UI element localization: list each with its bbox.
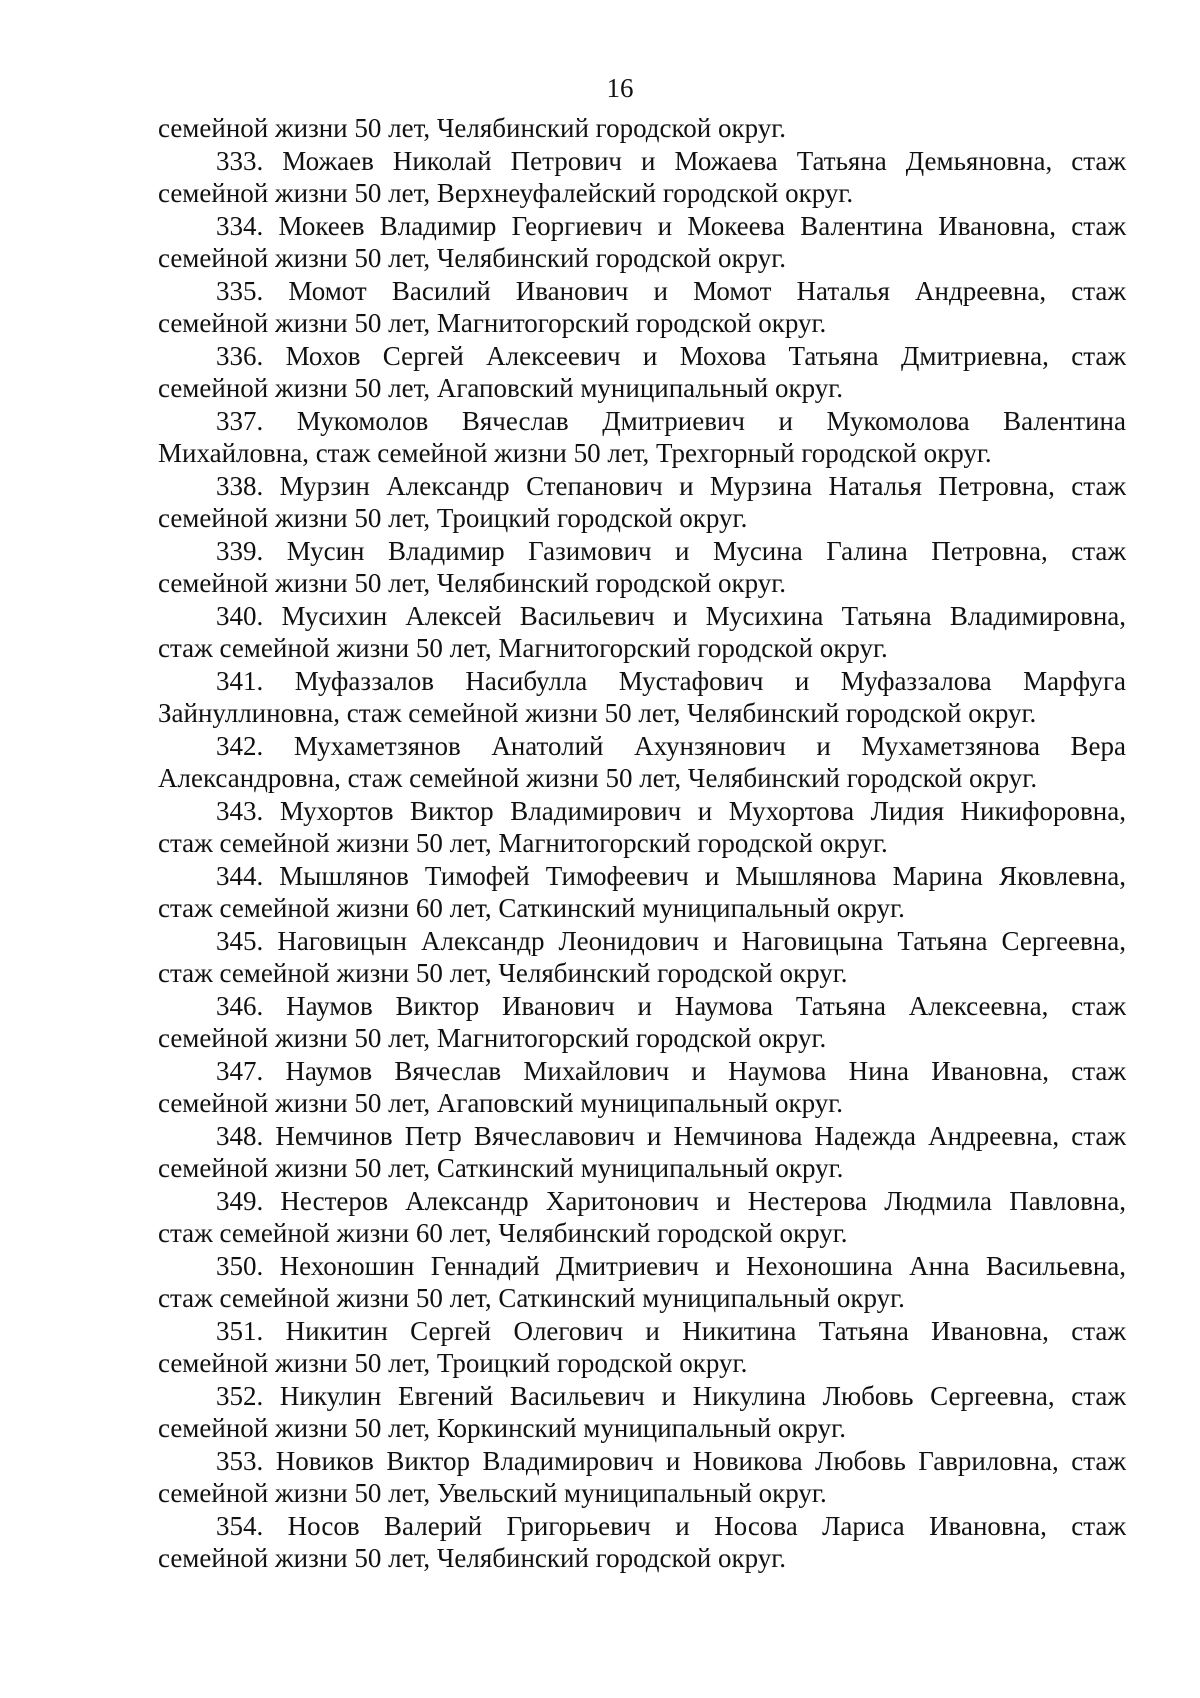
list-item-continuation-line: семейной жизни 50 лет, Челябинский городской округ. xyxy=(158,1543,787,1573)
list-item-first-line: 349. Нестеров Александр Харитонович и Нестерова Людмила Павловна, xyxy=(216,1185,1126,1216)
list-item-first-line: 342. Мухаметзянов Анатолий Ахунзянович и Мухаметзянова Вера xyxy=(216,730,1126,761)
list-item-continuation-line: семейной жизни 50 лет, Агаповский муниципальный округ. xyxy=(158,373,844,403)
list-item-first-line: 346. Наумов Виктор Иванович и Наумова Татьяна Алексеевна, стаж xyxy=(216,990,1126,1021)
list-item-first-line: 335. Момот Василий Иванович и Момот Наталья Андреевна, стаж xyxy=(216,275,1126,306)
list-item-continuation-line: стаж семейной жизни 50 лет, Магнитогорский городской округ. xyxy=(158,633,888,663)
list-item-continuation-line: семейной жизни 50 лет, Увельский муниципальный округ. xyxy=(158,1478,827,1508)
page-number: 16 xyxy=(606,73,634,103)
list-item-continuation-line: Александровна, стаж семейной жизни 50 лет, Челябинский городской округ. xyxy=(158,763,1038,793)
list-item-continuation-line: семейной жизни 50 лет, Саткинский муниципальный округ. xyxy=(158,1153,844,1183)
list-item-first-line: 348. Немчинов Петр Вячеславович и Немчинова Надежда Андреевна, стаж xyxy=(216,1120,1126,1151)
list-item-continuation-line: семейной жизни 50 лет, Челябинский городской округ. xyxy=(158,568,787,598)
list-item-continuation-line: Михайловна, стаж семейной жизни 50 лет, Трехгорный городской округ. xyxy=(158,438,992,468)
list-item-continuation-line: стаж семейной жизни 60 лет, Челябинский городской округ. xyxy=(158,1218,848,1248)
list-item-first-line: 336. Мохов Сергей Алексеевич и Мохова Татьяна Дмитриевна, стаж xyxy=(216,340,1126,371)
list-item-continuation-line: семейной жизни 50 лет, Троицкий городской округ. xyxy=(158,503,748,533)
list-item-first-line: 340. Мусихин Алексей Васильевич и Мусихина Татьяна Владимировна, xyxy=(216,600,1126,631)
list-item-first-line: 334. Мокеев Владимир Георгиевич и Мокеева Валентина Ивановна, стаж xyxy=(216,210,1126,241)
list-item-continuation-line: семейной жизни 50 лет, Челябинский городской округ. xyxy=(158,113,787,143)
list-item-first-line: 351. Никитин Сергей Олегович и Никитина Татьяна Ивановна, стаж xyxy=(216,1315,1126,1346)
document-body xyxy=(158,112,1126,1575)
list-item-first-line: 354. Носов Валерий Григорьевич и Носова Лариса Ивановна, стаж xyxy=(216,1510,1126,1541)
list-item-continuation-line: семейной жизни 50 лет, Верхнеуфалейский городской округ. xyxy=(158,178,854,208)
list-item-continuation-line: семейной жизни 50 лет, Агаповский муниципальный округ. xyxy=(158,1088,844,1118)
list-item-first-line: 350. Нехоношин Геннадий Дмитриевич и Нехоношина Анна Васильевна, xyxy=(216,1250,1126,1281)
list-item-continuation-line: стаж семейной жизни 50 лет, Челябинский городской округ. xyxy=(158,958,848,988)
list-item-first-line: 352. Никулин Евгений Васильевич и Никулина Любовь Сергеевна, стаж xyxy=(216,1380,1126,1411)
list-item-first-line: 339. Мусин Владимир Газимович и Мусина Галина Петровна, стаж xyxy=(216,535,1126,566)
list-item-continuation-line: стаж семейной жизни 50 лет, Магнитогорский городской округ. xyxy=(158,828,888,858)
list-item-continuation-line: стаж семейной жизни 50 лет, Саткинский муниципальный округ. xyxy=(158,1283,905,1313)
list-item-first-line: 338. Мурзин Александр Степанович и Мурзина Наталья Петровна, стаж xyxy=(216,470,1126,501)
list-item-first-line: 343. Мухортов Виктор Владимирович и Мухортова Лидия Никифоровна, xyxy=(216,795,1126,826)
list-item-continuation-line: семейной жизни 50 лет, Челябинский городской округ. xyxy=(158,243,787,273)
list-item-continuation-line: стаж семейной жизни 60 лет, Саткинский муниципальный округ. xyxy=(158,893,905,923)
list-item-first-line: 341. Муфаззалов Насибулла Мустафович и Муфаззалова Марфуга xyxy=(216,665,1126,696)
list-item-continuation-line: семейной жизни 50 лет, Троицкий городской округ. xyxy=(158,1348,748,1378)
list-item-first-line: 344. Мышлянов Тимофей Тимофеевич и Мышлянова Марина Яковлевна, xyxy=(216,860,1126,891)
list-item-continuation-line: Зайнуллиновна, стаж семейной жизни 50 лет, Челябинский городской округ. xyxy=(158,698,1037,728)
list-item-first-line: 347. Наумов Вячеслав Михайлович и Наумова Нина Ивановна, стаж xyxy=(216,1055,1126,1086)
list-item-first-line: 345. Наговицын Александр Леонидович и Наговицына Татьяна Сергеевна, xyxy=(216,925,1126,956)
list-item-first-line: 333. Можаев Николай Петрович и Можаева Татьяна Демьяновна, стаж xyxy=(216,145,1126,176)
list-item-continuation-line: семейной жизни 50 лет, Коркинский муниципальный округ. xyxy=(158,1413,846,1443)
list-item-continuation-line: семейной жизни 50 лет, Магнитогорский городской округ. xyxy=(158,308,827,338)
list-item-first-line: 337. Мукомолов Вячеслав Дмитриевич и Мукомолова Валентина xyxy=(216,405,1126,436)
list-item-first-line: 353. Новиков Виктор Владимирович и Новикова Любовь Гавриловна, стаж xyxy=(216,1445,1126,1476)
list-item-continuation-line: семейной жизни 50 лет, Магнитогорский городской округ. xyxy=(158,1023,827,1053)
